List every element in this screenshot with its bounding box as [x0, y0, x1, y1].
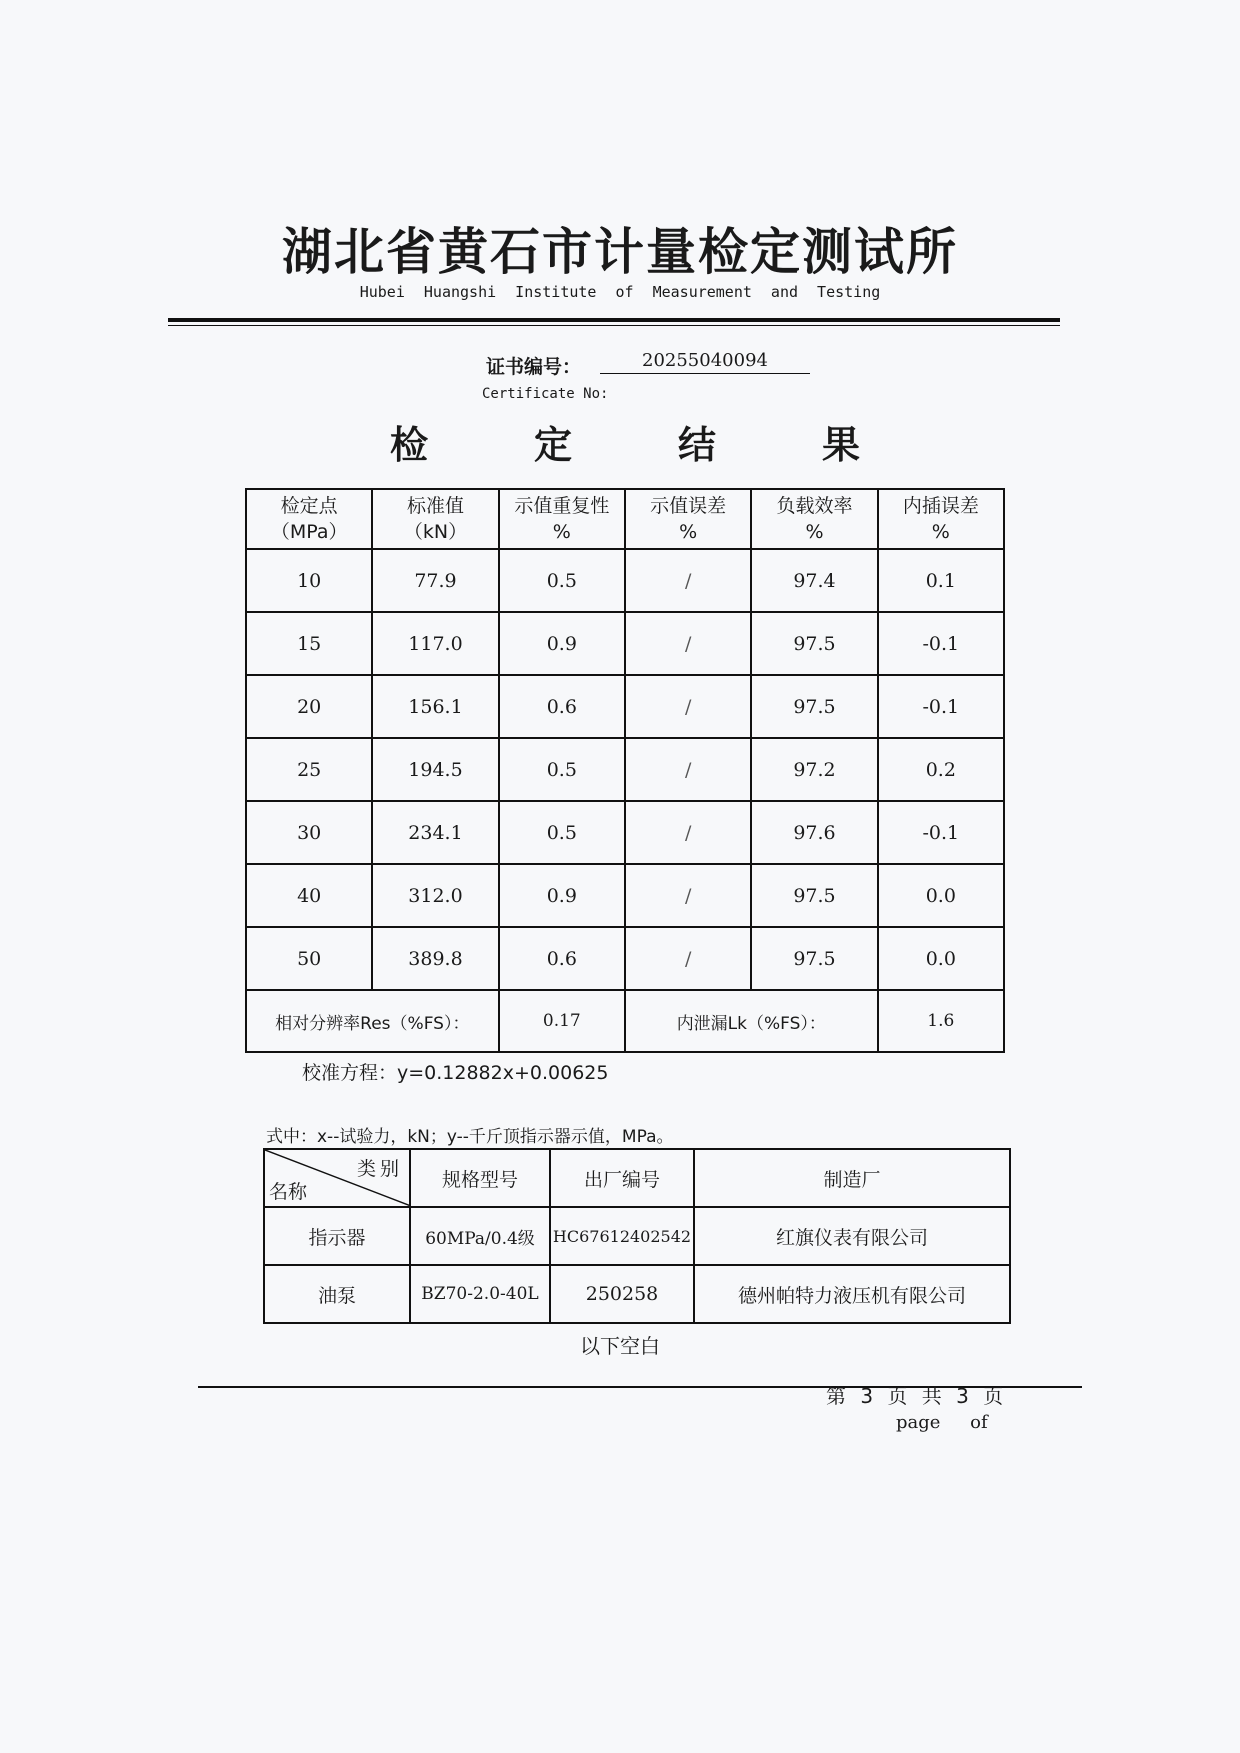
table-row	[246, 864, 1004, 927]
table-cell: 0.5	[499, 738, 625, 801]
header-cell: 内插误差 %	[878, 489, 1004, 549]
header-cell: 检定点 （MPa）	[246, 489, 372, 549]
header-cell: 示值误差 %	[625, 489, 751, 549]
table-row	[246, 738, 1004, 801]
equipment-row	[264, 1265, 1010, 1323]
table-cell: 234.1	[372, 801, 498, 864]
table-cell: 97.5	[751, 864, 877, 927]
table-cell: 312.0	[372, 864, 498, 927]
table-cell: 50	[246, 927, 372, 990]
equipment-row	[264, 1207, 1010, 1265]
page-counter-cn	[826, 1380, 1003, 1409]
table-cell: /	[625, 864, 751, 927]
header-cell: 示值重复性 %	[499, 489, 625, 549]
equipment-maker: 红旗仪表有限公司	[694, 1207, 1010, 1265]
equipment-table	[263, 1148, 1011, 1324]
page-label-en: page	[896, 1412, 941, 1433]
table-cell: 97.5	[751, 675, 877, 738]
corner-name-label: 名称	[269, 1181, 308, 1203]
table-cell: 97.5	[751, 927, 877, 990]
table-cell: 0.0	[878, 927, 1004, 990]
table-cell: 15	[246, 612, 372, 675]
table-cell: /	[625, 549, 751, 612]
table-cell: /	[625, 612, 751, 675]
table-cell: 0.9	[499, 864, 625, 927]
table-cell: -0.1	[878, 801, 1004, 864]
blank-note: 以下空白	[580, 1334, 660, 1358]
institute-title: 湖北省黄石市计量检定测试所	[282, 223, 958, 281]
equipment-name: 油泵	[264, 1265, 410, 1323]
header-rule-thin	[168, 325, 1060, 326]
header-rule-thick	[168, 318, 1060, 322]
result-title-char: 定	[533, 423, 572, 467]
table-cell: 194.5	[372, 738, 498, 801]
resolution-label: 相对分辨率Res（%FS）：	[246, 990, 499, 1052]
table-cell: 77.9	[372, 549, 498, 612]
equipment-header-row	[264, 1149, 1010, 1207]
result-title-char: 结	[677, 423, 716, 467]
header-cell: 标准值 （kN）	[372, 489, 498, 549]
header-cell: 负载效率 %	[751, 489, 877, 549]
header-cell: 制造厂	[694, 1149, 1010, 1207]
table-cell: 97.4	[751, 549, 877, 612]
table-cell: -0.1	[878, 675, 1004, 738]
result-title	[390, 414, 860, 469]
table-cell: 0.9	[499, 612, 625, 675]
table-cell: 20	[246, 675, 372, 738]
table-row	[246, 612, 1004, 675]
table-cell: /	[625, 738, 751, 801]
table-cell: 10	[246, 549, 372, 612]
table-cell: 0.2	[878, 738, 1004, 801]
results-footer-row	[246, 990, 1004, 1052]
leak-value: 1.6	[878, 990, 1004, 1052]
resolution-value: 0.17	[499, 990, 625, 1052]
of-label-en: of	[970, 1412, 988, 1433]
table-cell: 117.0	[372, 612, 498, 675]
equipment-name: 指示器	[264, 1207, 410, 1265]
page-mid: 页 共	[887, 1384, 942, 1408]
result-title-char: 果	[821, 423, 860, 467]
table-cell: 25	[246, 738, 372, 801]
leak-label: 内泄漏Lk（%FS）：	[625, 990, 878, 1052]
table-row	[246, 927, 1004, 990]
table-cell: 0.1	[878, 549, 1004, 612]
page-prefix: 第	[826, 1384, 846, 1408]
page-suffix: 页	[983, 1384, 1004, 1408]
table-cell: 97.5	[751, 612, 877, 675]
table-cell: 0.6	[499, 675, 625, 738]
equation-note: 式中：x--试验力，kN；y--千斤顶指示器示值，MPa。	[266, 1127, 674, 1147]
equipment-serial: 250258	[550, 1265, 694, 1323]
table-cell: /	[625, 801, 751, 864]
result-title-char: 检	[390, 423, 429, 467]
table-cell: 0.6	[499, 927, 625, 990]
equipment-model: 60MPa/0.4级	[410, 1207, 550, 1265]
table-cell: 0.5	[499, 801, 625, 864]
page-total: 3	[956, 1384, 969, 1408]
table-cell: 389.8	[372, 927, 498, 990]
table-cell: 97.6	[751, 801, 877, 864]
equipment-maker: 德州帕特力液压机有限公司	[694, 1265, 1010, 1323]
table-cell: 40	[246, 864, 372, 927]
certificate-number: 20255040094	[600, 350, 810, 374]
table-cell: 156.1	[372, 675, 498, 738]
table-row	[246, 549, 1004, 612]
table-cell: 0.5	[499, 549, 625, 612]
page-current: 3	[860, 1384, 874, 1408]
equipment-model: BZ70-2.0-40L	[410, 1265, 550, 1323]
table-cell: /	[625, 927, 751, 990]
table-cell: 97.2	[751, 738, 877, 801]
results-table	[245, 488, 1005, 1053]
table-row	[246, 801, 1004, 864]
calibration-equation: 校准方程：y=0.12882x+0.00625	[302, 1062, 609, 1084]
header-cell: 出厂编号	[550, 1149, 694, 1207]
table-cell: /	[625, 675, 751, 738]
equipment-serial: HC67612402542	[550, 1207, 694, 1265]
table-cell: -0.1	[878, 612, 1004, 675]
corner-type-label: 类别	[356, 1158, 403, 1180]
results-header-row	[246, 489, 1004, 549]
table-cell: 0.0	[878, 864, 1004, 927]
diagonal-header-cell	[264, 1149, 410, 1207]
institute-subtitle: Hubei Huangshi Institute of Measurement and Testing	[359, 283, 881, 301]
certificate-label-en: Certificate No:	[482, 386, 609, 402]
page-counter-en	[896, 1412, 988, 1433]
table-row	[246, 675, 1004, 738]
table-cell: 30	[246, 801, 372, 864]
certificate-label: 证书编号：	[486, 356, 582, 378]
header-cell: 规格型号	[410, 1149, 550, 1207]
